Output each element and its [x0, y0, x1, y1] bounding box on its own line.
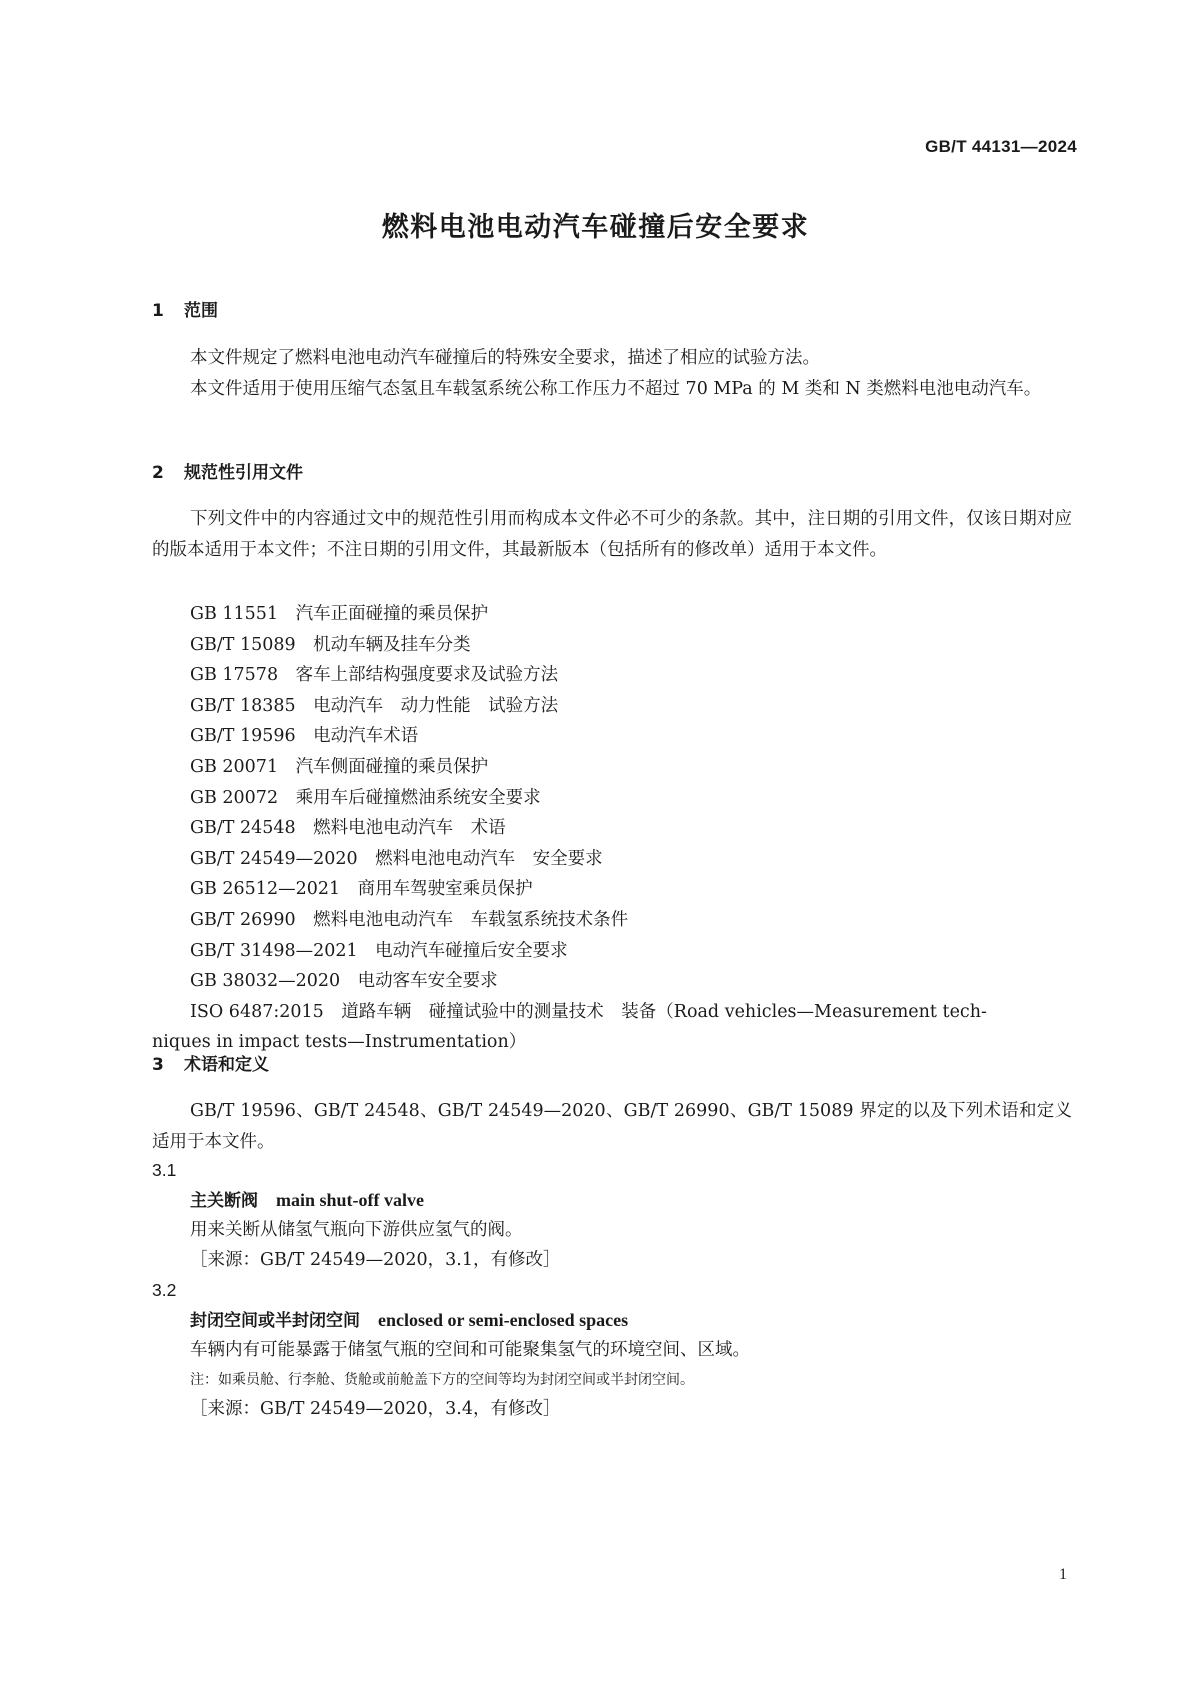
term-english: enclosed or semi-enclosed spaces [378, 1310, 629, 1330]
term-source: ［来源：GB/T 24549—2020，3.4，有修改］ [190, 1399, 561, 1419]
section-1-paragraph-2: 本文件适用于使用压缩气态氢且车载氢系统公称工作压力不超过 70 MPa 的 M 类和 N 类燃料电池电动汽车。 [190, 379, 1042, 399]
section-3-paragraph-1: GB/T 19596、GB/T 24548、GB/T 24549—2020、GB/T 26990、GB/T 15089 界定的以及下列术语和定义适用于本文件。 [152, 1101, 1072, 1152]
reference-item: GB/T 24549—2020 燃料电池电动汽车 安全要求 [190, 848, 603, 869]
term-note: 注：如乘员舱、行李舱、货舱或前舱盖下方的空间等均为封闭空间或半封闭空间。 [190, 1372, 694, 1388]
reference-item: GB 26512—2021 商用车驾驶室乘员保护 [190, 879, 533, 900]
reference-item: GB/T 19596 电动汽车术语 [190, 726, 419, 747]
section-title: 规范性引用文件 [184, 463, 303, 483]
term-definition: 车辆内有可能暴露于储氢气瓶的空间和可能聚集氢气的环境空间、区域。 [190, 1340, 750, 1360]
section-title: 范围 [184, 301, 218, 321]
reference-item: ISO 6487:2015 道路车辆 碰撞试验中的测量技术 装备（Road vehicles—Measurement tech- [190, 1001, 987, 1022]
reference-item: GB/T 15089 机动车辆及挂车分类 [190, 634, 471, 655]
reference-item: GB 38032—2020 电动客车安全要求 [190, 971, 498, 992]
section-1-paragraph-1: 本文件规定了燃料电池电动汽车碰撞后的特殊安全要求，描述了相应的试验方法。 [190, 348, 820, 368]
reference-item-continuation: niques in impact tests—Instrumentation） [152, 1032, 527, 1053]
section-title: 术语和定义 [184, 1055, 269, 1075]
reference-item: GB/T 24548 燃料电池电动汽车 术语 [190, 818, 506, 839]
term-entry [190, 1305, 628, 1337]
reference-item: GB 20071 汽车侧面碰撞的乘员保护 [190, 756, 489, 777]
standard-number: GB/T 44131—2024 [925, 137, 1077, 156]
term-number: 3.2 [152, 1280, 177, 1300]
section-number: 1 [152, 301, 164, 321]
section-2-paragraph-1: 下列文件中的内容通过文中的规范性引用而构成本文件必不可少的条款。其中，注日期的引用文件，仅该日期对应的版本适用于本文件；不注日期的引用文件，其最新版本（包括所有的修改单）适用于本文件。 [152, 509, 1072, 560]
page-number: 1 [1059, 1566, 1067, 1583]
reference-item: GB/T 18385 电动汽车 动力性能 试验方法 [190, 695, 559, 716]
section-3-heading [152, 1050, 269, 1075]
section-1-heading [152, 296, 218, 321]
reference-item: GB 11551 汽车正面碰撞的乘员保护 [190, 604, 489, 624]
reference-item: GB/T 26990 燃料电池电动汽车 车载氢系统技术条件 [190, 909, 629, 930]
term-chinese: 封闭空间或半封闭空间 [190, 1311, 360, 1331]
section-number: 3 [152, 1055, 164, 1075]
term-definition: 用来关断从储氢气瓶向下游供应氢气的阀。 [190, 1220, 523, 1240]
normative-reference-list [152, 599, 1075, 1058]
reference-item: GB 17578 客车上部结构强度要求及试验方法 [190, 665, 559, 686]
term-entry [190, 1185, 424, 1217]
section-number: 2 [152, 463, 164, 483]
reference-item: GB/T 31498—2021 电动汽车碰撞后安全要求 [190, 940, 568, 961]
term-source: ［来源：GB/T 24549—2020，3.1，有修改］ [190, 1250, 561, 1270]
term-number: 3.1 [152, 1160, 177, 1180]
section-2-heading [152, 458, 303, 483]
term-english: main shut-off valve [276, 1190, 424, 1210]
document-title: 燃料电池电动汽车碰撞后安全要求 [381, 212, 810, 243]
term-chinese: 主关断阀 [190, 1191, 258, 1211]
reference-item: GB 20072 乘用车后碰撞燃油系统安全要求 [190, 787, 541, 808]
